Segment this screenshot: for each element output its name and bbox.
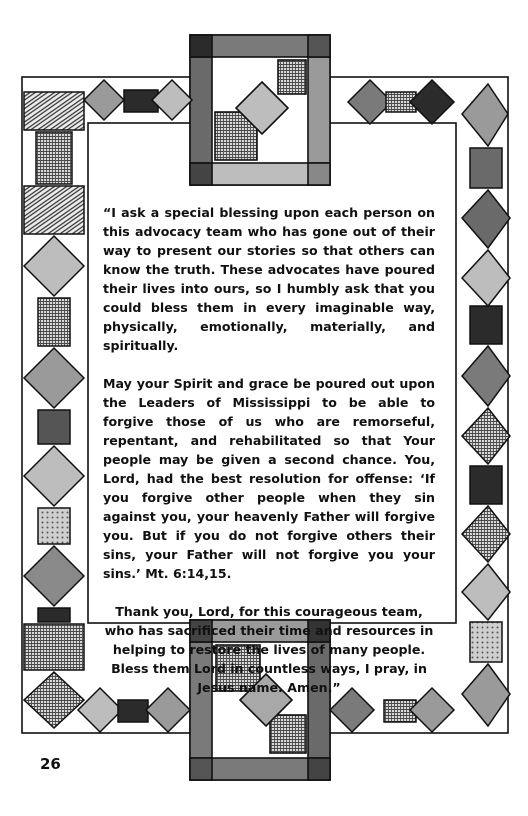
prayer-paragraph-1: “I ask a special blessing upon each person on this advocacy team who has gone out of their way to present our stories so that others can know the truth. These advocates have poured their lives into ours, so I humbly ask that you could bless them in every imaginable way, physically, emotionally, materially, and spiritually.: [103, 205, 435, 353]
prayer-paragraph-3: Thank you, Lord, for this courageous team, who has sacrificed their time and resources in helping to restore the lives of many people. Bless them Lord in countless ways, I pray, in Jesus name. Amen.”: [104, 604, 434, 695]
right-border-patches: [462, 84, 510, 726]
top-quilt-block: [190, 35, 330, 185]
page-number: 26: [40, 755, 61, 773]
prayer-paragraph-2: May your Spirit and grace be poured out upon the Leaders of Mississippi to be able to forgive those of us who are remorseful, repentant, and rehabilitated so that Your people may be given a second chance. You, Lord, had the best resolution for offense: ‘If you forgive other people when they sin against you, your heavenly Father will forgive you. But if you do not forgive others their sins, your Father will not forgive you your sins.’ Mt. 6:14,15.: [103, 376, 435, 581]
left-border-patches: [24, 92, 84, 728]
prayer-text: [103, 203, 435, 716]
